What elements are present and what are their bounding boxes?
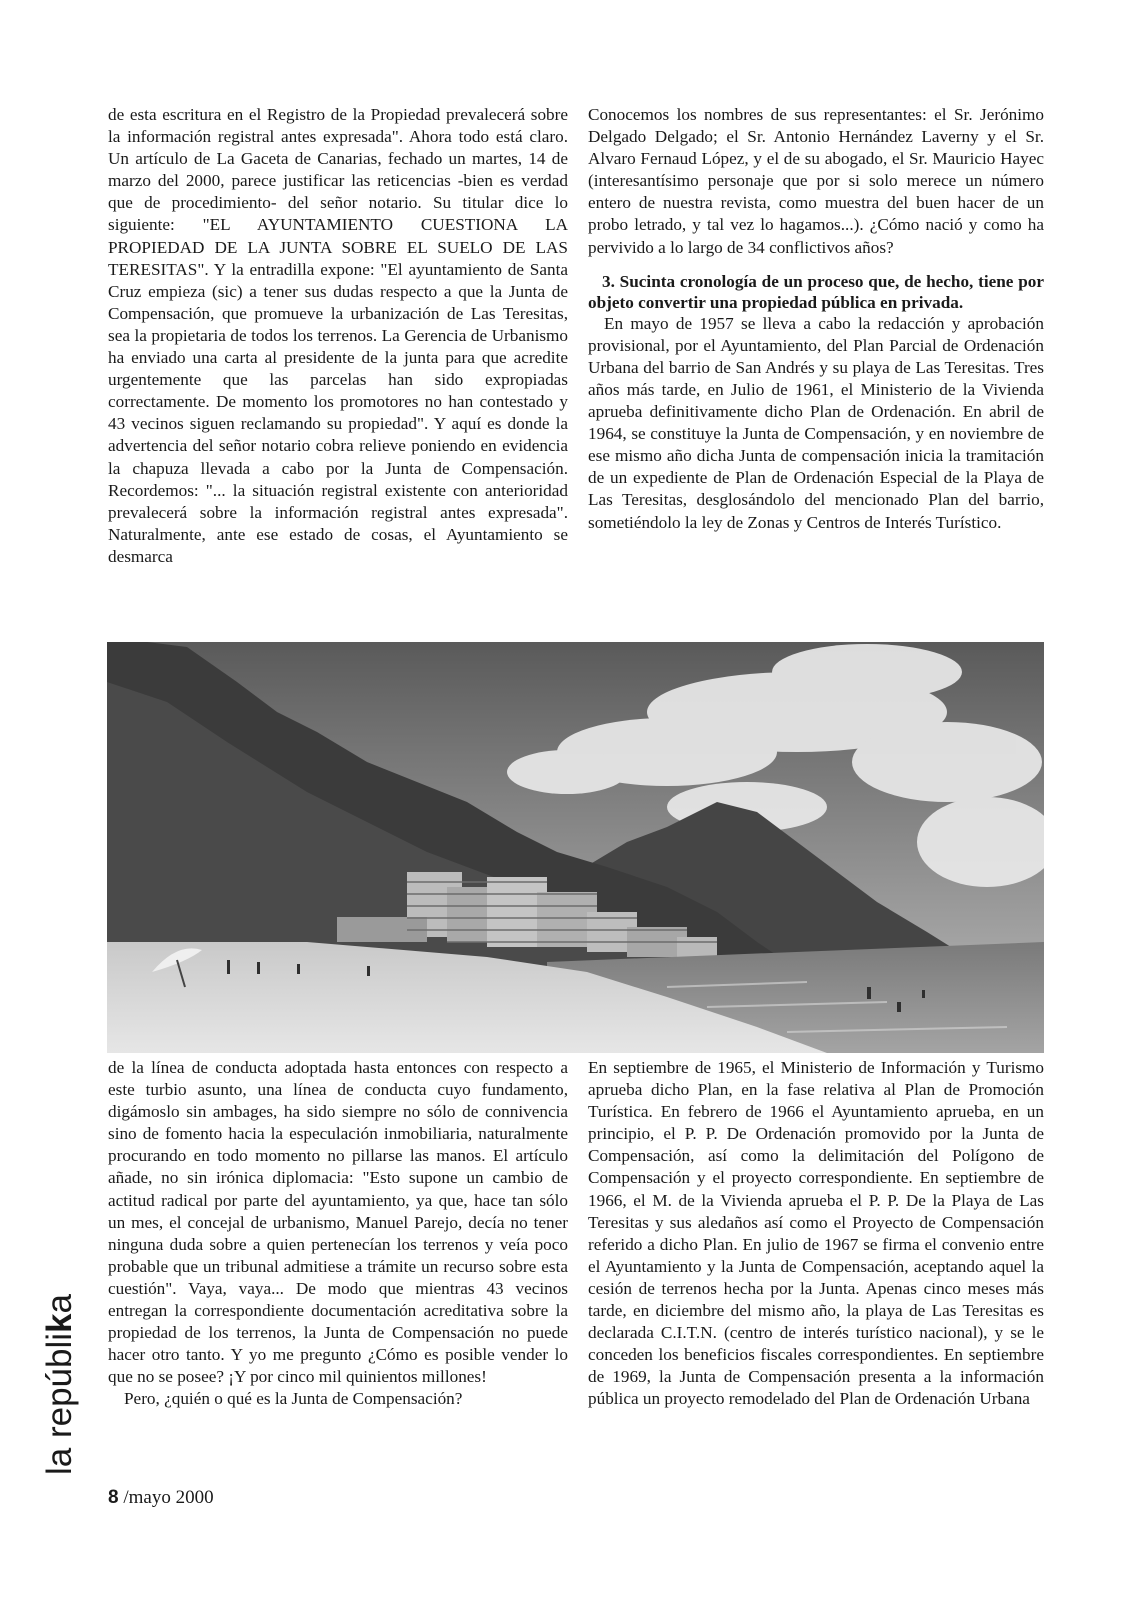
paragraph: Pero, ¿quién o qué es la Junta de Compensación? <box>124 1389 463 1409</box>
section-heading: 3. Sucinta cronología de un proceso que, de hecho, tiene por objeto convertir una propiedad pública en privada. <box>588 271 1044 312</box>
page-number: 8 <box>108 1487 119 1508</box>
magazine-logo: la repúblika <box>40 1294 79 1475</box>
paragraph: de la línea de conducta adoptada hasta entonces con respecto a este turbio asunto, una línea de conducta cuyo fundamento, digámoslo sin ambages, ha sido siempre no sólo de connivencia sino de fomento hacia la especulación inmobiliaria, naturalmente procurando en todo momento no pillarse las manos. El artículo añade, no sin irónica diplomacia: "Esto supone un cambio de actitud radical por parte del ayuntamiento, ya que, hace tan sólo un mes, el concejal de urbanismo, Manuel Parejo, decía no tener ninguna duda sobre a quien pertenecían los terrenos y veía poco probable que un tribunal admitiese a trámite un recurso sobre esta cuestión". Vaya, vaya... De modo que mientras 43 vecinos entregan la correspondiente documentación acreditativa sobre la propiedad de los terrenos, la Junta de Compensación no puede hacer otro tanto. Y yo me pregunto ¿Cómo es posible vender lo que no se posee? ¡Y por cinco mil quinientos millones! <box>108 1058 568 1387</box>
text-column-top-left <box>108 104 568 568</box>
paragraph: Conocemos los nombres de sus representantes: el Sr. Jerónimo Delgado Delgado; el Sr. Antonio Hernández Laverny y el Sr. Alvaro Fernaud López, y el de su abogado, el Sr. Mauricio Hayec (interesantísimo personaje que por si solo merece un número entero de nuestra revista, como muestra del buen hacer de un probo letrado, y tal vez lo hagamos...). ¿Cómo nació y como ha pervivido a lo largo de 34 conflictivos años? <box>588 105 1044 257</box>
issue-date: /mayo 2000 <box>118 1487 214 1508</box>
text-column-bottom-right <box>588 1057 1044 1411</box>
paragraph: En septiembre de 1965, el Ministerio de Información y Turismo aprueba dicho Plan, en la fase relativa al Plan de Promoción Turística. En febrero de 1966 el Ayuntamiento aprueba, en un principio, el P. P. De Ordenación promovido por la Junta de Compensación, así como la delimitación del Polígono de Compensación y el proyecto correspondiente. En septiembre de 1966, el M. de la Vivienda aprueba el P. P. De la Playa de Las Teresitas y sus aledaños así como el Proyecto de Compensación referido a dicho Plan. En julio de 1967 se firma el convenio entre el Ayuntamiento y la Junta de Compensación, aceptando aquel la cesión de terrenos hecha por la Junta. Apenas cinco meses más tarde, en diciembre del mismo año, la playa de Las Teresitas es declarada C.I.T.N. (centro de interés turístico nacional), y se le conceden los beneficios fiscales correspondientes. En septiembre de 1969, la Junta de Compensación presenta a la información pública un proyecto remodelado del Plan de Ordenación Urbana <box>588 1058 1044 1409</box>
page-footer <box>108 1487 214 1509</box>
beach-photo <box>107 642 1044 1053</box>
text-column-bottom-left <box>108 1057 568 1411</box>
paragraph: En mayo de 1957 se lleva a cabo la redacción y aprobación provisional, por el Ayuntamiento, del Plan Parcial de Ordenación Urbana del barrio de San Andrés y su playa de Las Teresitas. Tres años más tarde, en Julio de 1961, el Ministerio de la Vivienda aprueba definitivamente dicho Plan de Ordenación. En abril de 1964, se constituye la Junta de Compensación, y en noviembre de ese mismo año dicha Junta de compensación inicia la tramitación de un expediente de Plan de Ordenación Especial de la Playa de Las Teresitas, desglosándolo del mencionado Plan del barrio, sometiéndolo la ley de Zonas y Centros de Interés Turístico. <box>588 313 1044 532</box>
paragraph: de esta escritura en el Registro de la Propiedad prevalecerá sobre la información registral antes expresada". Ahora todo está claro. Un artículo de La Gaceta de Canarias, fechado un martes, 14 de marzo del 2000, parece justificar las reticencias -bien es verdad que de procedimiento- del señor notario. Su titular dice lo siguiente: "EL AYUNTAMIENTO CUESTIONA LA PROPIEDAD DE LA JUNTA SOBRE EL SUELO DE LAS TERESITAS". Y la entradilla expone: "El ayuntamiento de Santa Cruz empieza (sic) a tener sus dudas respecto a que la Junta de Compensación, que promueve la urbanización de Las Teresitas, sea la propietaria de todos los terrenos. La Gerencia de Urbanismo ha enviado una carta al presidente de la junta para que acredite urgentemente que las parcelas han sido expropiadas correctamente. De momento los promotores no han contestado y 43 vecinos siguen reclamando su propiedad". Y aquí es donde la advertencia del señor notario cobra relieve poniendo en evidencia la chapuza llevada a cabo por la Junta de Compensación. Recordemos: "... la situación registral existente con anterioridad prevalecerá sobre la información registral antes expresada". Naturalmente, ante ese estado de cosas, el Ayuntamiento se desmarca <box>108 105 568 566</box>
text-column-top-right <box>588 104 1044 534</box>
